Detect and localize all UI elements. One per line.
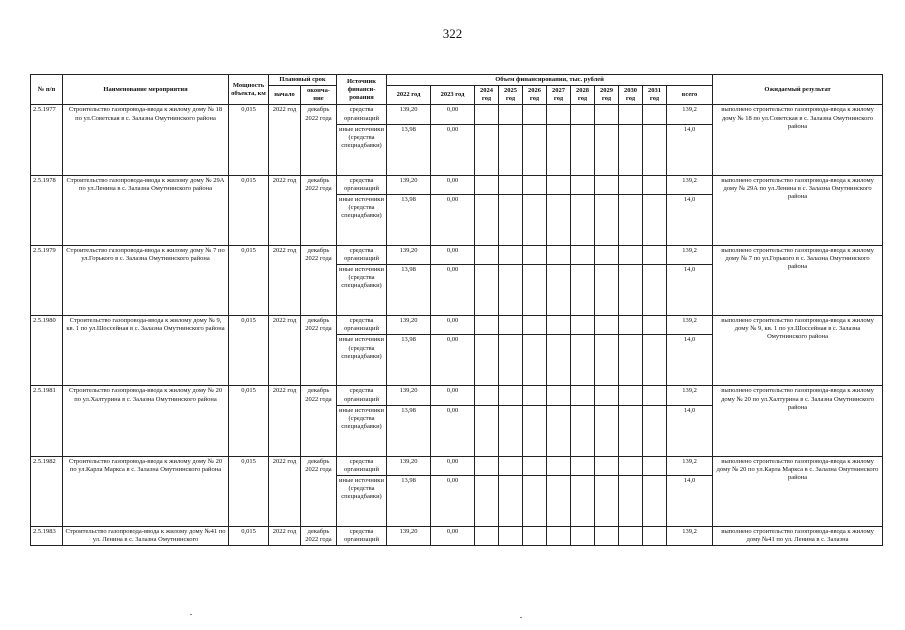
row-start: 2022 год: [269, 456, 301, 526]
row-source-1: средства организаций: [337, 526, 387, 545]
row-start: 2022 год: [269, 526, 301, 545]
header-total: всего: [667, 86, 713, 105]
row-end: декабрь 2022 года: [301, 456, 337, 526]
row-end: декабрь 2022 года: [301, 386, 337, 456]
header-source: Источник финанси-рования: [337, 75, 387, 105]
row-start: 2022 год: [269, 316, 301, 386]
row-2022-1: 139,20: [387, 526, 431, 545]
row-source-1: средства организаций: [337, 245, 387, 264]
row-2022-2: 13,98: [387, 265, 431, 316]
row-2022-1: 139,20: [387, 105, 431, 124]
row-2023-1: 0,00: [431, 175, 475, 194]
row-name: Строительство газопровода-ввода к жилому дому № 7 по ул.Горького в с. Залазна Омутнинского района: [63, 245, 229, 315]
row-result: выполнено строительство газопровода-ввода к жилому дому № 29А по ул.Ленина в с. Залазна Омутнинского района: [713, 175, 883, 245]
header-2027: 2027 год: [547, 86, 571, 105]
row-total-1: 139,2: [667, 245, 713, 264]
row-num: 2.5.1982: [31, 456, 63, 526]
row-start: 2022 год: [269, 386, 301, 456]
row-num: 2.5.1978: [31, 175, 63, 245]
row-num: 2.5.1977: [31, 105, 63, 175]
row-end: декабрь 2022 года: [301, 316, 337, 386]
row-start: 2022 год: [269, 105, 301, 175]
header-2023: 2023 год: [431, 86, 475, 105]
row-2022-1: 139,20: [387, 175, 431, 194]
scan-speck: [190, 614, 192, 615]
row-2023-2: 0,00: [431, 265, 475, 316]
row-source-2: иные источники (средства спецнадбавки): [337, 194, 387, 245]
row-end: декабрь 2022 года: [301, 105, 337, 175]
row-2022-2: 13,98: [387, 124, 431, 175]
row-2023-2: 0,00: [431, 194, 475, 245]
row-2023-2: 0,00: [431, 405, 475, 456]
row-name: Строительство газопровода-ввода к жилому дому № 9, кв. 1 по ул.Шоссейная в с. Залазна Омутнинского района: [63, 316, 229, 386]
row-capacity: 0,015: [229, 175, 269, 245]
header-2022: 2022 год: [387, 86, 431, 105]
row-2023-1: 0,00: [431, 105, 475, 124]
row-total-1: 139,2: [667, 526, 713, 545]
row-2022-2: 13,98: [387, 194, 431, 245]
table-row: [31, 386, 883, 405]
header-2028: 2028 год: [571, 86, 595, 105]
row-2023-1: 0,00: [431, 245, 475, 264]
row-total-1: 139,2: [667, 456, 713, 475]
row-total-1: 139,2: [667, 386, 713, 405]
row-2022-1: 139,20: [387, 456, 431, 475]
row-2023-2: 0,00: [431, 124, 475, 175]
row-total-2: 14,0: [667, 265, 713, 316]
row-2023-1: 0,00: [431, 316, 475, 335]
row-2023-2: 0,00: [431, 475, 475, 526]
row-2022-1: 139,20: [387, 386, 431, 405]
row-total-2: 14,0: [667, 335, 713, 386]
row-start: 2022 год: [269, 175, 301, 245]
row-num: 2.5.1979: [31, 245, 63, 315]
row-end: декабрь 2022 года: [301, 245, 337, 315]
row-source-1: средства организаций: [337, 175, 387, 194]
row-start: 2022 год: [269, 245, 301, 315]
header-volume: Объем финансирования, тыс. рублей: [387, 75, 713, 86]
row-total-2: 14,0: [667, 475, 713, 526]
row-2022-1: 139,20: [387, 316, 431, 335]
row-num: 2.5.1983: [31, 526, 63, 545]
row-2022-2: 13,98: [387, 475, 431, 526]
row-result: выполнено строительство газопровода-ввода к жилому дому № 20 по ул.Халтурина в с. Залазна Омутнинского района: [713, 386, 883, 456]
row-total-2: 14,0: [667, 194, 713, 245]
header-2031: 2031 год: [643, 86, 667, 105]
header-2030: 2030 год: [619, 86, 643, 105]
table-row: [31, 175, 883, 194]
row-source-2: иные источники (средства спецнадбавки): [337, 124, 387, 175]
row-result: выполнено строительство газопровода-ввода к жилому дому №41 по ул. Ленина в с. Залазна: [713, 526, 883, 545]
row-capacity: 0,015: [229, 526, 269, 545]
table-row: [31, 526, 883, 545]
row-source-2: иные источники (средства спецнадбавки): [337, 475, 387, 526]
row-source-1: средства организаций: [337, 456, 387, 475]
row-2023-1: 0,00: [431, 386, 475, 405]
header-end: оконча-ние: [301, 86, 337, 105]
row-source-1: средства организаций: [337, 105, 387, 124]
row-2022-2: 13,98: [387, 335, 431, 386]
row-2023-1: 0,00: [431, 526, 475, 545]
row-end: декабрь 2022 года: [301, 526, 337, 545]
row-2023-1: 0,00: [431, 456, 475, 475]
row-result: выполнено строительство газопровода-ввода к жилому дому № 7 по ул.Горького в с. Залазна Омутнинского района: [713, 245, 883, 315]
row-name: Строительство газопровода-ввода к жилому дому № 20 по ул.Карла Маркса в с. Залазна Омутнинского района: [63, 456, 229, 526]
header-plan-term: Плановый срок: [269, 75, 337, 86]
row-name: Строительство газопровода-ввода к жилому дому №41 по ул. Ленина в с. Залазна Омутнинского: [63, 526, 229, 545]
row-result: выполнено строительство газопровода-ввода к жилому дому № 18 по ул.Советская в с. Залазна Омутнинского района: [713, 105, 883, 175]
row-capacity: 0,015: [229, 245, 269, 315]
header-start: начало: [269, 86, 301, 105]
header-capacity: Мощность объекта, км: [229, 75, 269, 105]
row-name: Строительство газопровода-ввода к жилому дому № 18 по ул.Советская в с. Залазна Омутнинского района: [63, 105, 229, 175]
row-capacity: 0,015: [229, 386, 269, 456]
header-name: Наименование мероприятия: [63, 75, 229, 105]
row-total-1: 139,2: [667, 105, 713, 124]
header-2025: 2025 год: [499, 86, 523, 105]
row-result: выполнено строительство газопровода-ввода к жилому дому № 9, кв. 1 по ул.Шоссейная в с. Залазна Омутнинского района: [713, 316, 883, 386]
row-capacity: 0,015: [229, 456, 269, 526]
header-2024: 2024 год: [475, 86, 499, 105]
table-row: [31, 245, 883, 264]
table-row: [31, 105, 883, 124]
financing-table: [30, 74, 883, 546]
row-2022-1: 139,20: [387, 245, 431, 264]
scan-speck: [520, 617, 522, 618]
row-total-1: 139,2: [667, 175, 713, 194]
header-2026: 2026 год: [523, 86, 547, 105]
row-total-2: 14,0: [667, 124, 713, 175]
row-result: выполнено строительство газопровода-ввода к жилому дому № 20 по ул.Карла Маркса в с. Залазна Омутнинского района: [713, 456, 883, 526]
row-end: декабрь 2022 года: [301, 175, 337, 245]
header-2029: 2029 год: [595, 86, 619, 105]
row-name: Строительство газопровода-ввода к жилому дому № 20 по ул.Халтурина в с. Залазна Омутнинского района: [63, 386, 229, 456]
row-source-1: средства организаций: [337, 386, 387, 405]
row-source-2: иные источники (средства спецнадбавки): [337, 335, 387, 386]
page-number: 322: [442, 26, 463, 41]
row-2023-2: 0,00: [431, 335, 475, 386]
row-source-2: иные источники (средства спецнадбавки): [337, 405, 387, 456]
row-source-2: иные источники (средства спецнадбавки): [337, 265, 387, 316]
row-name: Строительство газопровода-ввода к жилому дому № 29А по ул.Ленина в с. Залазна Омутнинского района: [63, 175, 229, 245]
row-source-1: средства организаций: [337, 316, 387, 335]
table-row: [31, 456, 883, 475]
row-num: 2.5.1980: [31, 316, 63, 386]
row-2022-2: 13,98: [387, 405, 431, 456]
table-row: [31, 316, 883, 335]
row-capacity: 0,015: [229, 316, 269, 386]
header-result: Ожидаемый результат: [713, 75, 883, 105]
row-total-1: 139,2: [667, 316, 713, 335]
header-num: № п/п: [31, 75, 63, 105]
row-capacity: 0,015: [229, 105, 269, 175]
row-total-2: 14,0: [667, 405, 713, 456]
row-num: 2.5.1981: [31, 386, 63, 456]
